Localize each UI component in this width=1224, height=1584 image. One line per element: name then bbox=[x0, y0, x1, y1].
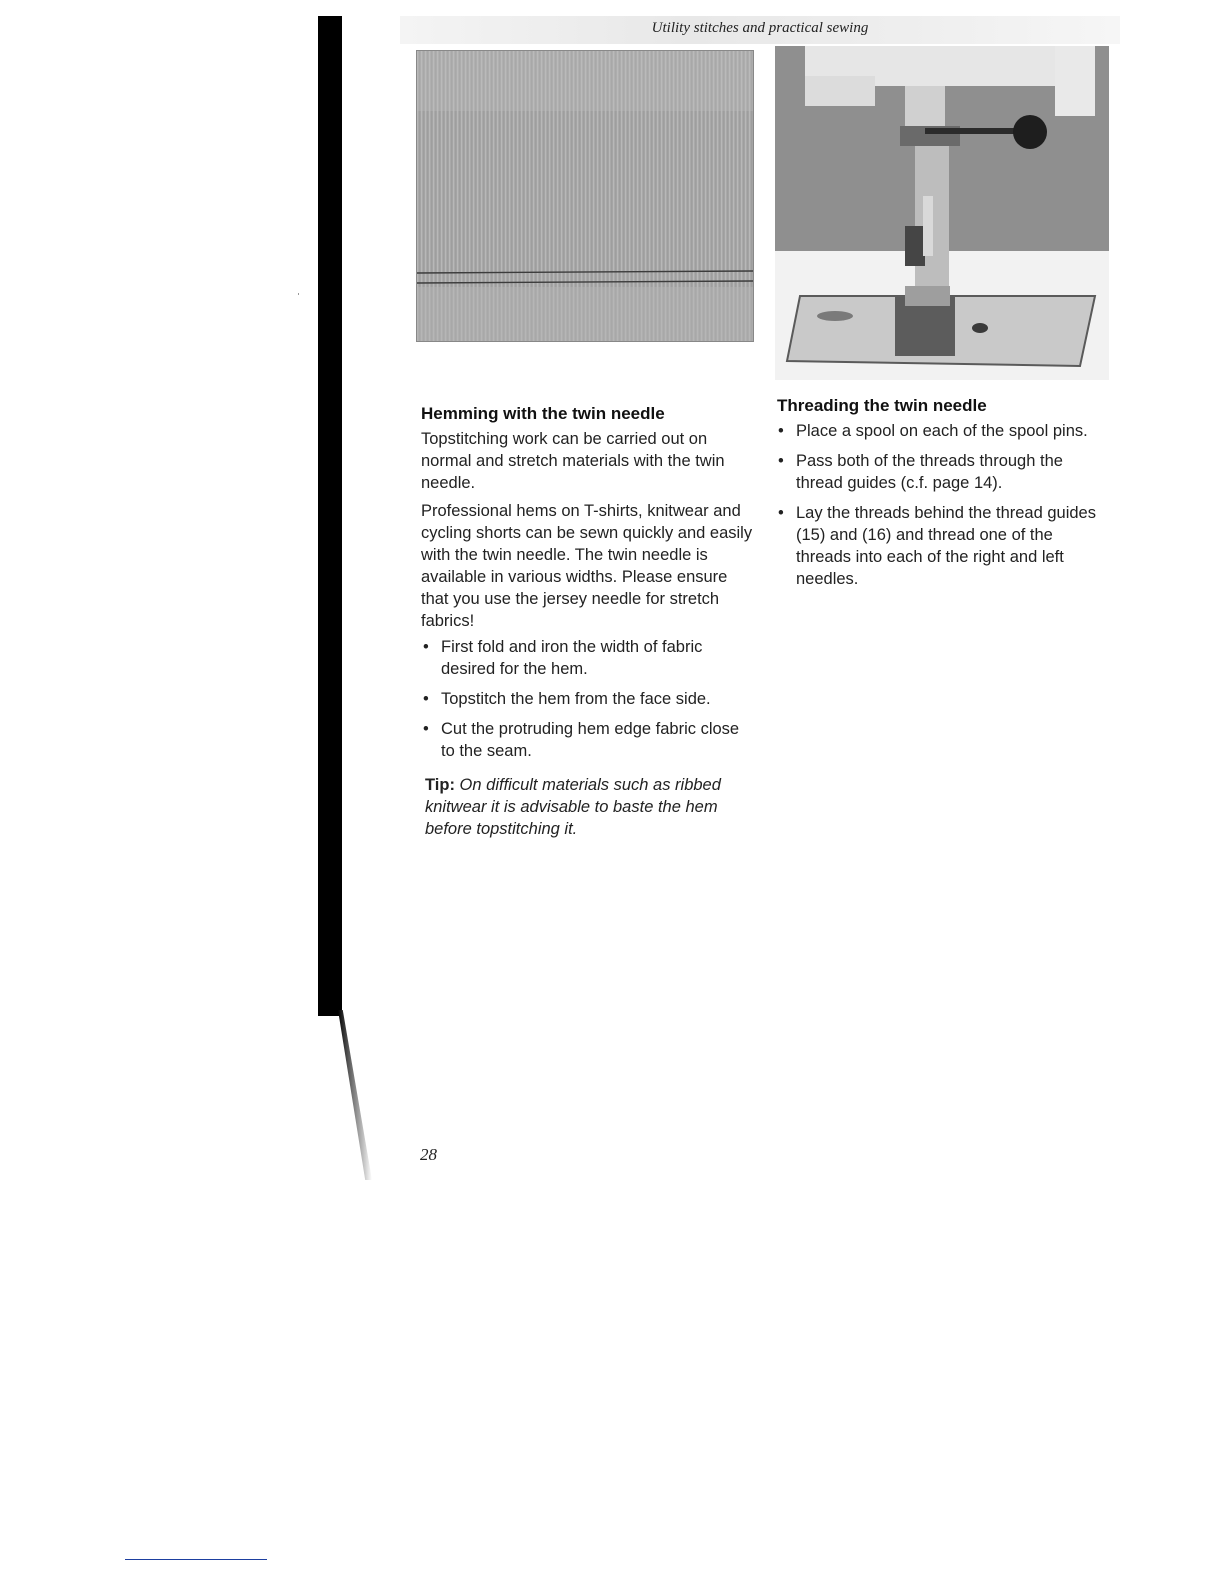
footer-rule bbox=[125, 1559, 267, 1560]
fabric-hem-photo bbox=[416, 50, 754, 342]
sewing-machine-photo bbox=[775, 46, 1109, 380]
hem-paragraph: Professional hems on T-shirts, knitwear and cycling shorts can be sewn quickly and easily with the twin needle. The twin needle is available in various widths. Please ensure that you use the jersey needle for stretch fabrics! bbox=[421, 502, 753, 630]
threading-steps-list bbox=[776, 420, 1111, 598]
scan-mark bbox=[298, 293, 299, 295]
list-item bbox=[421, 636, 741, 680]
bullet-icon: • bbox=[778, 452, 784, 470]
fabric-hem-drawing bbox=[417, 51, 753, 341]
tip-text: On difficult materials such as ribbed knitwear it is advisable to baste the hem before topstitching it. bbox=[425, 776, 721, 838]
binding-edge-fade bbox=[338, 1010, 372, 1180]
list-item bbox=[776, 450, 1111, 494]
bullet-icon: • bbox=[423, 720, 429, 738]
list-item bbox=[776, 502, 1111, 590]
list-item bbox=[776, 420, 1111, 442]
list-item-text: Place a spool on each of the spool pins. bbox=[796, 422, 1088, 440]
sewing-machine-drawing bbox=[775, 46, 1109, 380]
tip-label: Tip: bbox=[425, 776, 455, 794]
list-item-text: Lay the threads behind the thread guides (15) and (16) and thread one of the threads into each of the right and left needles. bbox=[796, 504, 1096, 588]
bullet-icon: • bbox=[423, 690, 429, 708]
list-item-text: Pass both of the threads through the thread guides (c.f. page 14). bbox=[796, 452, 1063, 492]
bullet-icon: • bbox=[778, 422, 784, 440]
list-item-text: First fold and iron the width of fabric desired for the hem. bbox=[441, 638, 703, 678]
binding-edge bbox=[318, 16, 342, 1016]
intro-paragraph: Topstitching work can be carried out on normal and stretch materials with the twin needle. bbox=[421, 430, 725, 492]
page-number: 28 bbox=[420, 1145, 437, 1164]
threading-heading: Threading the twin needle bbox=[777, 396, 987, 415]
hemming-steps-list bbox=[421, 636, 741, 770]
list-item-text: Topstitch the hem from the face side. bbox=[441, 690, 711, 708]
list-item bbox=[421, 688, 741, 710]
list-item bbox=[421, 718, 741, 762]
bullet-icon: • bbox=[778, 504, 784, 522]
hemming-heading: Hemming with the twin needle bbox=[421, 404, 665, 423]
list-item-text: Cut the protruding hem edge fabric close to the seam. bbox=[441, 720, 740, 760]
bullet-icon: • bbox=[423, 638, 429, 656]
running-head: Utility stitches and practical sewing bbox=[651, 20, 869, 36]
tip-note bbox=[425, 774, 755, 840]
